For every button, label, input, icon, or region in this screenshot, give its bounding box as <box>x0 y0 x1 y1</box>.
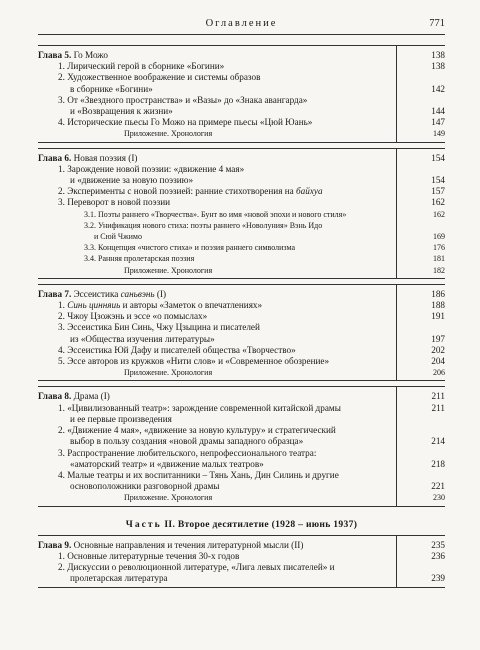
entry-title: 4. Эссеистика Юй Дафу и писателей общества «Творчество» <box>58 344 296 355</box>
entry-page-number: 197 <box>431 333 445 344</box>
entry-page-number: 188 <box>431 300 445 311</box>
entry-title: и «движение за новую поэзию» <box>70 175 194 186</box>
running-title: Оглавление <box>205 18 278 29</box>
entry-page-number: 144 <box>431 106 445 117</box>
entry-page-number: 202 <box>431 344 445 355</box>
entry-page-number: 162 <box>431 197 445 208</box>
chapter-label: Глава 6. <box>38 152 72 163</box>
toc-entry <box>38 562 445 573</box>
entry-page-number: 206 <box>433 368 445 378</box>
entry-title: Приложение. Хронология <box>124 265 213 275</box>
chapter-label: Глава 7. <box>38 288 72 299</box>
chapter-block <box>38 45 445 143</box>
entry-title: и ее первые произведения <box>70 413 172 424</box>
entry-page-number: 218 <box>431 458 445 469</box>
toc-chapter-entry <box>38 289 445 300</box>
entry-title: 1. Зарождение новой поэзии: «движение 4 мая» <box>58 163 245 174</box>
toc-chapter-entry <box>38 540 445 551</box>
entry-page-number: 162 <box>433 209 445 219</box>
entry-title: 3. От «Звездного пространства» и «Вазы» до «Знака авангарда» <box>58 94 308 105</box>
entry-page-number: 186 <box>431 288 445 299</box>
entry-title: Основные направления и течения литературной мысли (II) <box>71 539 304 550</box>
chapter-block <box>38 386 445 506</box>
toc-entry <box>38 197 445 208</box>
entry-title: 4. Малые театры и их воспитанники – Тянь Хань, Дин Силинь и другие <box>58 469 339 480</box>
table-of-contents <box>38 40 445 588</box>
entry-page-number: 191 <box>431 311 445 322</box>
toc-entry <box>38 551 445 562</box>
entry-title: 3.3. Концепция «чистого стиха» и поэзия раннего символизма <box>84 243 296 253</box>
entry-page-number: 230 <box>433 493 445 503</box>
toc-entry <box>38 414 445 425</box>
toc-entry <box>38 175 445 186</box>
entry-page-number: 157 <box>431 186 445 197</box>
part-heading <box>38 519 445 530</box>
toc-entry <box>38 220 445 231</box>
toc-chapter-entry <box>38 391 445 402</box>
entry-title: Приложение. Хронология <box>124 129 213 139</box>
entry-title: 3.2. Унификация нового стиха: поэты раннего «Новолуния» Вэнь Идо <box>84 220 323 230</box>
chapter-label: Глава 5. <box>38 50 72 60</box>
entry-title: основоположники разговорной драмы <box>70 481 220 492</box>
entry-page-number: 204 <box>431 356 445 367</box>
entry-title: 2. Дискуссии о революционной литературе, «Лига левых писателей» и <box>58 562 335 573</box>
toc-chapter-entry <box>38 50 445 61</box>
entry-page-number: 182 <box>433 265 445 275</box>
entry-title: пролетарская литература <box>70 573 168 584</box>
entry-page-number: 142 <box>431 83 445 94</box>
entry-title: 1. Основные литературные течения 30-х годов <box>58 550 240 561</box>
entry-title: 3. Переворот в новой поэзии <box>58 197 171 208</box>
entry-page-number: 147 <box>431 117 445 128</box>
entry-page-number: 211 <box>431 391 445 402</box>
entry-page-number: 235 <box>431 539 445 550</box>
page-number: 771 <box>429 18 445 29</box>
entry-title: Эссеистика саньвэнь (I) <box>71 288 167 299</box>
toc-entry <box>38 470 445 481</box>
entry-title: 3. Распространение любительского, непрофессионального театра: <box>58 447 317 458</box>
entry-page-number: 221 <box>431 481 445 492</box>
toc-entry <box>38 186 445 197</box>
toc-entry <box>38 164 445 175</box>
toc-entry <box>38 95 445 106</box>
entry-page-number: 239 <box>431 573 445 584</box>
entry-title: 1. «Цивилизованный театр»: зарождение современной китайской драмы <box>58 402 341 413</box>
entry-page-number: 138 <box>431 61 445 72</box>
entry-page-number: 176 <box>433 243 445 253</box>
entry-title: Го Можо <box>71 50 109 60</box>
toc-entry <box>38 481 445 492</box>
entry-title: и Сюй Чжимо <box>94 232 142 242</box>
toc-appendix-entry <box>38 367 445 378</box>
toc-entry <box>38 72 445 83</box>
chapter-block <box>38 535 445 588</box>
toc-entry <box>38 436 445 447</box>
entry-page-number: 214 <box>431 436 445 447</box>
part-title: II. Второе десятилетие (1928 – июнь 1937) <box>161 518 358 530</box>
entry-title: 5. Эссе авторов из кружков «Нити слов» и «Современное обозрение» <box>58 356 330 367</box>
entry-title: в сборнике «Богини» <box>70 83 153 94</box>
toc-entry <box>38 334 445 345</box>
entry-title: и «Возвращения к жизни» <box>70 106 173 117</box>
entry-title: 3. Эссеистика Бин Синь, Чжу Цзыцина и писателей <box>58 322 260 333</box>
toc-appendix-entry <box>38 128 445 139</box>
toc-entry <box>38 448 445 459</box>
entry-page-number: 154 <box>431 175 445 186</box>
entry-title: Приложение. Хронология <box>124 368 213 378</box>
entry-title: 1. Синь цинняиь и авторы «Заметок о впечатлениях» <box>58 300 263 311</box>
toc-entry <box>38 322 445 333</box>
entry-page-number: 169 <box>433 232 445 242</box>
entry-title: из «Общества изучения литературы» <box>70 333 215 344</box>
toc-chapter-entry <box>38 153 445 164</box>
toc-entry <box>38 209 445 220</box>
toc-entry <box>38 231 445 242</box>
entry-page-number: 138 <box>431 50 445 60</box>
entry-title: Драма (I) <box>71 391 110 402</box>
entry-page-number: 181 <box>433 254 445 264</box>
entry-page-number: 154 <box>431 152 445 163</box>
entry-title: Новая поэзия (I) <box>71 152 138 163</box>
toc-entry <box>38 345 445 356</box>
entry-title: выбор в пользу создания «новой драмы западного образца» <box>70 436 304 447</box>
toc-entry <box>38 117 445 128</box>
toc-entry <box>38 356 445 367</box>
entry-title: «аматорский театр» и «движение малых театров» <box>70 458 264 469</box>
toc-entry <box>38 425 445 436</box>
chapter-block <box>38 284 445 382</box>
part-prefix: Часть <box>125 518 162 530</box>
toc-entry <box>38 300 445 311</box>
page-header <box>38 18 445 32</box>
toc-entry <box>38 242 445 253</box>
entry-title: 3.4. Ранняя пролетарская поэзия <box>84 254 195 264</box>
chapter-label: Глава 9. <box>38 539 72 550</box>
toc-entry <box>38 84 445 95</box>
entry-title: 4. Исторические пьесы Го Можо на примере пьесы «Цюй Юань» <box>58 117 313 128</box>
entry-title: Приложение. Хронология <box>124 493 213 503</box>
toc-appendix-entry <box>38 265 445 276</box>
toc-appendix-entry <box>38 492 445 503</box>
entry-title: 1. Лирический герой в сборнике «Богини» <box>58 61 225 72</box>
header-rule <box>38 34 445 35</box>
toc-entry <box>38 459 445 470</box>
toc-entry <box>38 106 445 117</box>
toc-entry <box>38 61 445 72</box>
toc-entry <box>38 311 445 322</box>
entry-page-number: 211 <box>431 402 445 413</box>
entry-page-number: 149 <box>433 129 445 139</box>
entry-title: 2. Художественное воображение и системы образов <box>58 72 261 83</box>
chapter-block <box>38 148 445 279</box>
entry-title: 2. Эксперименты с новой поэзией: ранние стихотворения на байхуа <box>58 186 323 197</box>
entry-title: 3.1. Поэты раннего «Творчества». Бунт во имя «новой эпохи и нового стиля» <box>84 209 347 219</box>
toc-entry <box>38 403 445 414</box>
entry-title: 2. «Движение 4 мая», «движение за новую культуру» и стратегический <box>58 425 336 436</box>
toc-entry <box>38 573 445 584</box>
entry-title: 2. Чжоу Цзожэнь и эссе «о помыслах» <box>58 311 208 322</box>
chapter-label: Глава 8. <box>38 391 72 402</box>
entry-page-number: 236 <box>431 550 445 561</box>
toc-entry <box>38 253 445 264</box>
